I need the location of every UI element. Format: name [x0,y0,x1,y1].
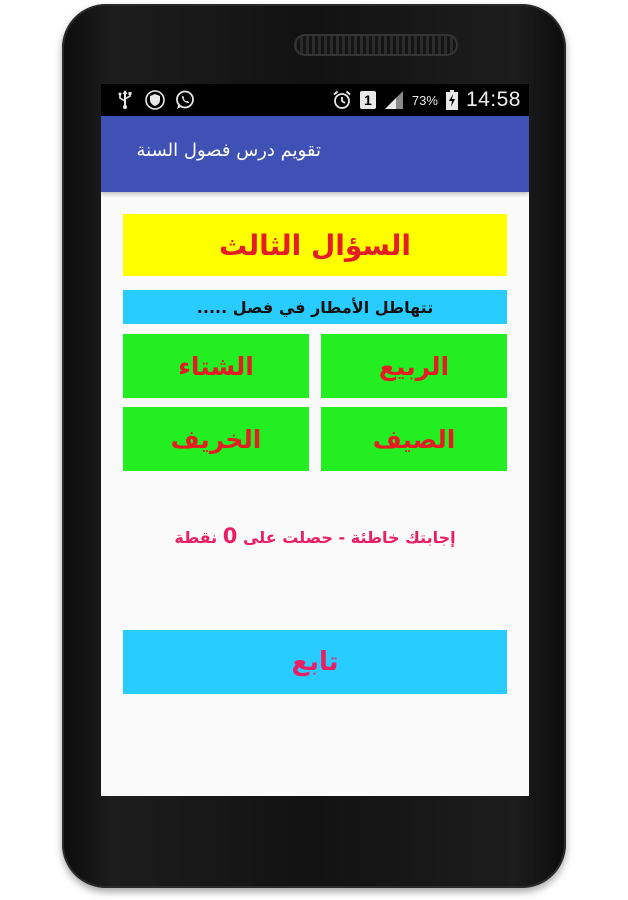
result-prefix: إجابتك خاطئة - حصلت على [242,528,456,547]
app-title: تقويم درس فصول السنة [136,140,321,161]
phone-screen [101,84,529,796]
battery-percentage: 73% [411,92,438,108]
option-button-spring[interactable]: الربيع [321,334,507,398]
option-button-winter[interactable]: الشتاء [123,334,309,398]
shield-icon [145,90,165,110]
whatsapp-icon [175,90,195,110]
earpiece-speaker [294,34,458,56]
signal-icon [384,90,404,110]
question-text: تتهاطل الأمطار في فصل ..... [123,290,507,324]
notification-badge: 1 [360,91,376,109]
battery-charging-icon [446,90,458,110]
status-clock: 14:58 [465,88,521,111]
option-button-autumn[interactable]: الخريف [123,407,309,471]
result-message [123,524,507,548]
status-bar [101,84,529,116]
usb-icon [115,90,135,110]
question-title: السؤال الثالث [123,214,507,276]
app-bar [101,116,529,192]
result-score: 0 [222,524,238,548]
result-suffix: نقطة [174,528,218,547]
next-button[interactable]: تابع [123,630,507,694]
alarm-icon [332,90,352,110]
option-button-summer[interactable]: الصيف [321,407,507,471]
